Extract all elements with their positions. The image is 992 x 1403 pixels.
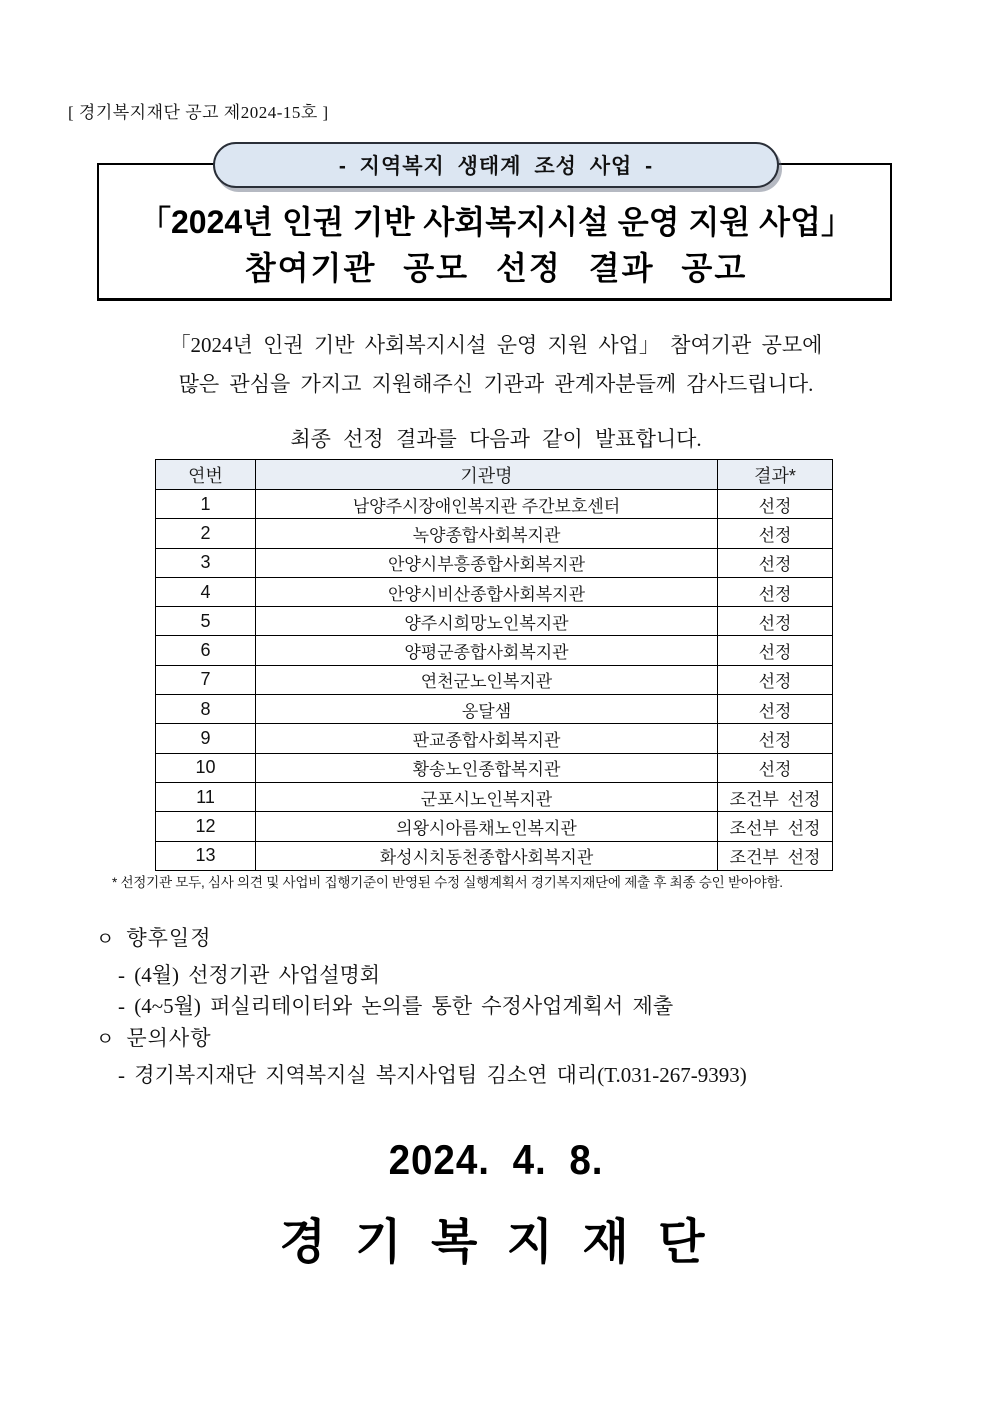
row-number-cell: 4 (156, 577, 256, 606)
result-cell: 선정 (718, 724, 833, 753)
table-row (156, 665, 833, 694)
result-cell: 선정 (718, 695, 833, 724)
intro-line-2: 많은 관심을 가지고 지원해주신 기관과 관계자분들께 감사드립니다. (178, 372, 814, 396)
row-number-cell: 10 (156, 753, 256, 782)
row-number-cell: 11 (156, 782, 256, 811)
table-row (156, 812, 833, 841)
organization-name-cell: 옹달샘 (256, 695, 718, 724)
organization-name-cell: 녹양종합사회복지관 (256, 519, 718, 548)
organization-name-cell: 화성시치동천종합사회복지관 (256, 841, 718, 870)
result-cell: 선정 (718, 753, 833, 782)
row-number-cell: 6 (156, 636, 256, 665)
inquiry-section-items (118, 1060, 747, 1091)
table-row (156, 607, 833, 636)
table-row (156, 753, 833, 782)
organization-name-cell: 안양시비산종합사회복지관 (256, 577, 718, 606)
organization-name-cell: 황송노인종합복지관 (256, 753, 718, 782)
results-table (155, 459, 833, 871)
schedule-section-title: 향후일정 (126, 926, 212, 950)
circle-bullet-icon: ㅇ (96, 1029, 115, 1050)
organization-name-cell: 양주시희망노인복지관 (256, 607, 718, 636)
result-cell: 선정 (718, 490, 833, 519)
table-header-row (156, 460, 833, 490)
result-cell: 선정 (718, 577, 833, 606)
organization-name-cell: 양평군종합사회복지관 (256, 636, 718, 665)
table-row (156, 490, 833, 519)
inquiry-item: - 경기복지재단 지역복지실 복지사업팀 김소연 대리(T.031-267-9393) (118, 1063, 747, 1087)
organization-name-cell: 안양시부흥종합사회복지관 (256, 548, 718, 577)
organization-name-cell: 의왕시아름채노인복지관 (256, 812, 718, 841)
row-number-cell: 12 (156, 812, 256, 841)
schedule-section (96, 922, 673, 1022)
row-number-cell: 2 (156, 519, 256, 548)
inquiry-section-title: 문의사항 (126, 1026, 212, 1050)
row-number-cell: 13 (156, 841, 256, 870)
row-number-cell: 5 (156, 607, 256, 636)
table-row (156, 636, 833, 665)
table-row (156, 548, 833, 577)
result-cell: 선정 (718, 665, 833, 694)
page-title-line-2: 참여기관 공모 선정 결과 공고 (244, 250, 748, 286)
announcement-date: 2024. 4. 8. (388, 1136, 604, 1183)
page-title-line-1: 「2024년 인권 기반 사회복지시설 운영 지원 사업」 (138, 204, 854, 240)
notice-number: [ 경기복지재단 공고 제2024-15호 ] (68, 103, 329, 122)
table-row (156, 724, 833, 753)
table-row (156, 577, 833, 606)
row-number-cell: 7 (156, 665, 256, 694)
program-banner (213, 142, 779, 188)
schedule-item: - (4월) 선정기관 사업설명회 (118, 963, 381, 987)
organization-name-cell: 군포시노인복지관 (256, 782, 718, 811)
inquiry-section (96, 1022, 747, 1091)
results-table-body (156, 490, 833, 871)
header-cell-result: 결과* (718, 460, 833, 490)
intro-paragraph (0, 326, 992, 404)
organization-name-cell: 판교종합사회복지관 (256, 724, 718, 753)
schedule-section-items (118, 960, 673, 1022)
row-number-cell: 8 (156, 695, 256, 724)
row-number-cell: 1 (156, 490, 256, 519)
header-cell-number: 연번 (156, 460, 256, 490)
table-footnote: * 선정기관 모두, 심사 의견 및 사업비 집행기준이 반영된 수정 실행계획서 경기복지재단에 제출 후 최종 승인 받아야함. (112, 875, 783, 890)
result-cell: 조선부 선정 (718, 812, 833, 841)
organization-signature: 경 기 복 지 재 단 (279, 1216, 713, 1269)
header-cell-organization: 기관명 (256, 460, 718, 490)
result-cell: 선정 (718, 519, 833, 548)
result-cell: 선정 (718, 636, 833, 665)
organization-name-cell: 남양주시장애인복지관 주간보호센터 (256, 490, 718, 519)
result-cell: 선정 (718, 607, 833, 636)
result-cell: 조건부 선정 (718, 782, 833, 811)
schedule-item: - (4~5월) 퍼실리테이터와 논의를 통한 수정사업계획서 제출 (118, 994, 674, 1018)
announcement-line: 최종 선정 결과를 다음과 같이 발표합니다. (290, 427, 702, 451)
intro-line-1: 「2024년 인권 기반 사회복지시설 운영 지원 사업」 참여기관 공모에 (169, 333, 823, 357)
row-number-cell: 9 (156, 724, 256, 753)
table-row (156, 519, 833, 548)
result-cell: 선정 (718, 548, 833, 577)
inquiry-section-header (96, 1022, 747, 1052)
schedule-section-header (96, 922, 673, 952)
row-number-cell: 3 (156, 548, 256, 577)
organization-name-cell: 연천군노인복지관 (256, 665, 718, 694)
table-row (156, 782, 833, 811)
result-cell: 조건부 선정 (718, 841, 833, 870)
page-title (0, 199, 992, 291)
table-row (156, 841, 833, 870)
program-banner-label: - 지역복지 생태계 조성 사업 - (338, 155, 654, 178)
circle-bullet-icon: ㅇ (96, 929, 115, 950)
table-row (156, 695, 833, 724)
